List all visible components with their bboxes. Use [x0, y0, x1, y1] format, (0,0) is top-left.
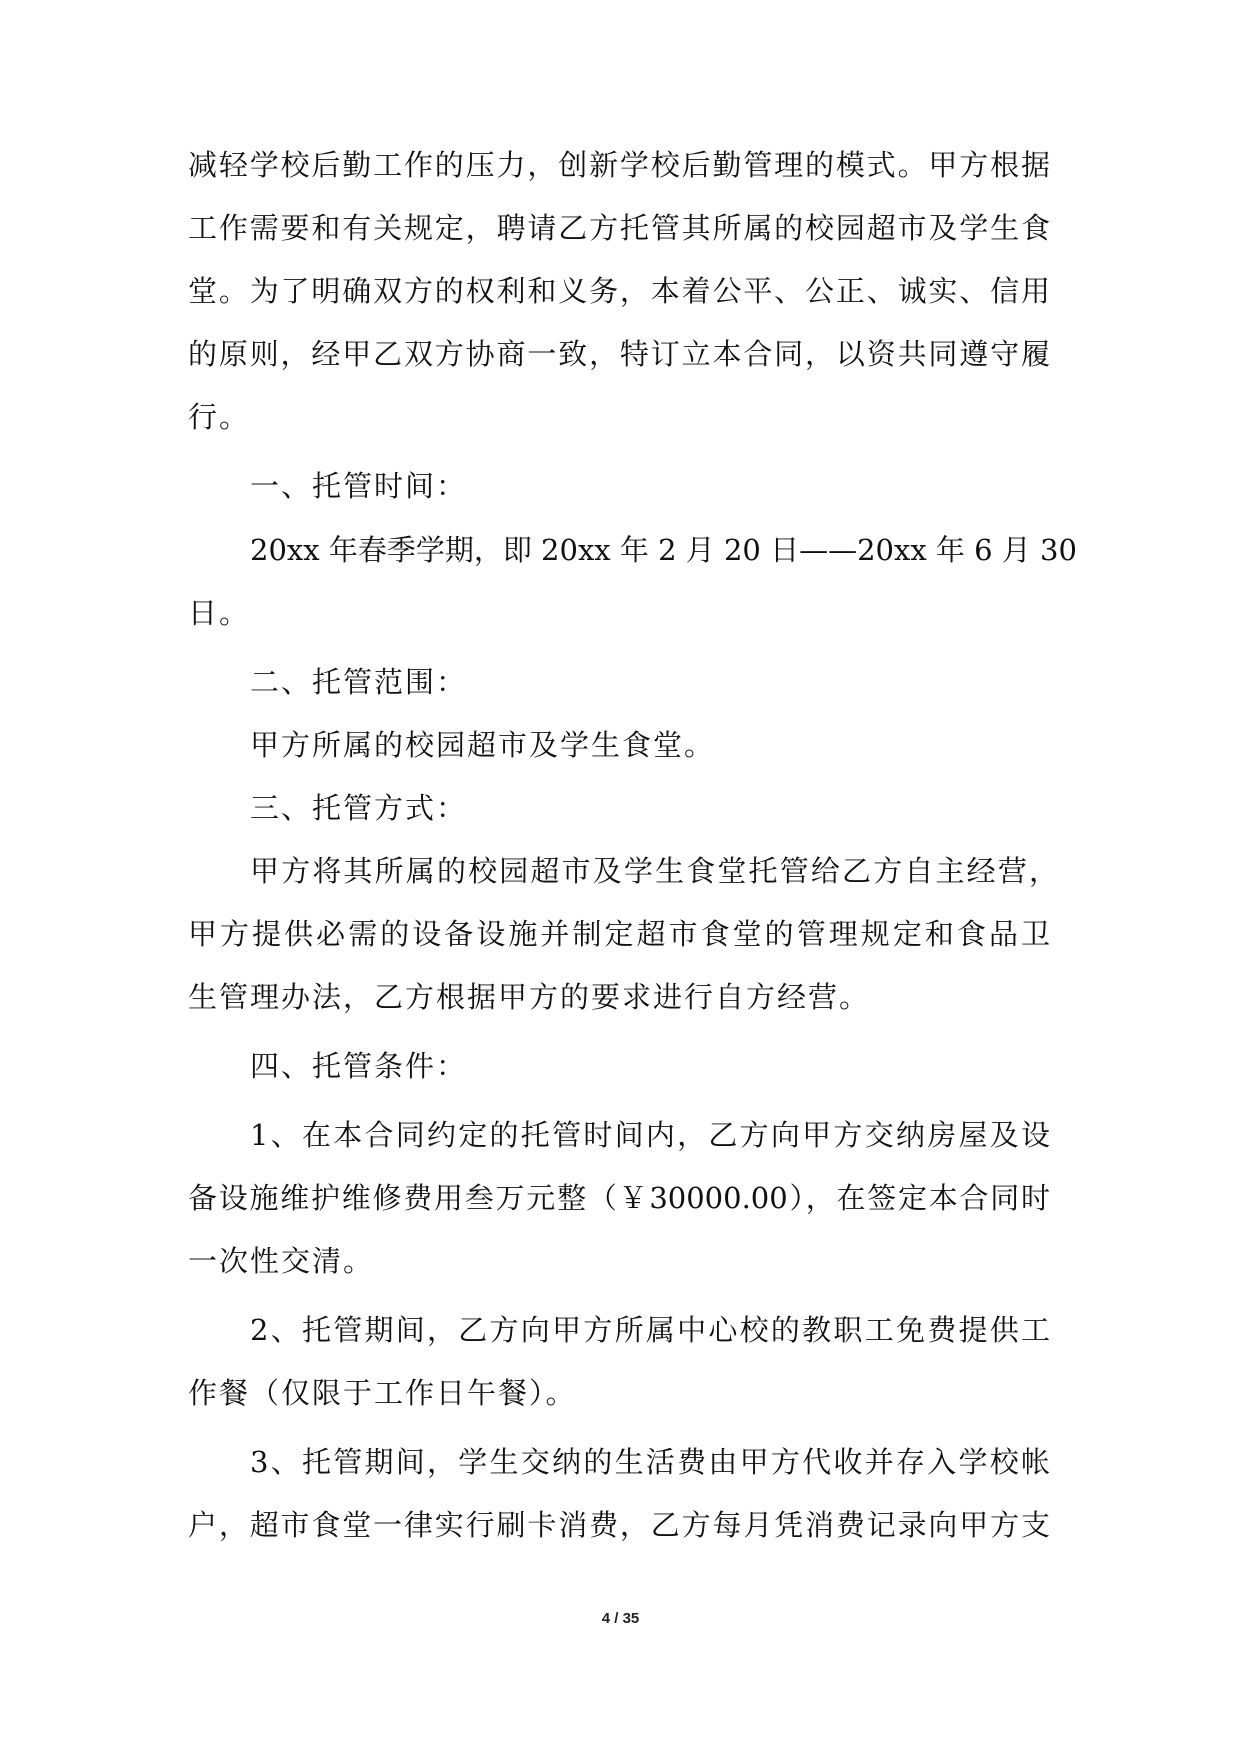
section-heading: 三、托管方式： [250, 791, 468, 825]
paragraph-line: 生管理办法，乙方根据甲方的要求进行自方经营。 [188, 980, 871, 1014]
paragraph-line: 甲方提供必需的设备设施并制定超市食堂的管理规定和食品卫 [188, 917, 1050, 951]
paragraph-line: 3、托管期间，学生交纳的生活费由甲方代收并存入学校帐 [250, 1445, 1050, 1479]
paragraph-line: 行。 [188, 400, 251, 434]
section-heading: 一、托管时间： [250, 469, 468, 503]
section-heading: 二、托管范围： [250, 665, 468, 699]
paragraph-line: 1、在本合同约定的托管时间内，乙方向甲方交纳房屋及设 [250, 1118, 1050, 1152]
page-number: 4 / 35 [601, 1610, 640, 1627]
paragraph-line: 甲方将其所属的校园超市及学生食堂托管给乙方自主经营， [250, 854, 1058, 888]
paragraph-line: 2、托管期间，乙方向甲方所属中心校的教职工免费提供工 [250, 1313, 1050, 1347]
paragraph-line: 户，超市食堂一律实行刷卡消费，乙方每月凭消费记录向甲方支 [188, 1508, 1050, 1542]
paragraph-line: 减轻学校后勤工作的压力，创新学校后勤管理的模式。甲方根据 [188, 148, 1050, 182]
paragraph-line: 作餐（仅限于工作日午餐）。 [188, 1376, 577, 1410]
paragraph-line: 甲方所属的校园超市及学生食堂。 [250, 728, 716, 762]
paragraph-line: 工作需要和有关规定，聘请乙方托管其所属的校园超市及学生食 [188, 211, 1050, 245]
paragraph-line: 日。 [188, 596, 251, 630]
section-heading: 四、托管条件： [250, 1049, 468, 1083]
paragraph-line: 20xx 年春季学期，即 20xx 年 2 月 20 日——20xx 年 6 月 30 [250, 533, 1077, 567]
paragraph-line: 一次性交清。 [188, 1244, 375, 1278]
paragraph-line: 备设施维护维修费用叁万元整（￥30000.00），在签定本合同时 [188, 1181, 1050, 1215]
paragraph-line: 的原则，经甲乙双方协商一致，特订立本合同，以资共同遵守履 [188, 337, 1050, 371]
paragraph-line: 堂。为了明确双方的权利和义务，本着公平、公正、诚实、信用 [188, 274, 1050, 308]
